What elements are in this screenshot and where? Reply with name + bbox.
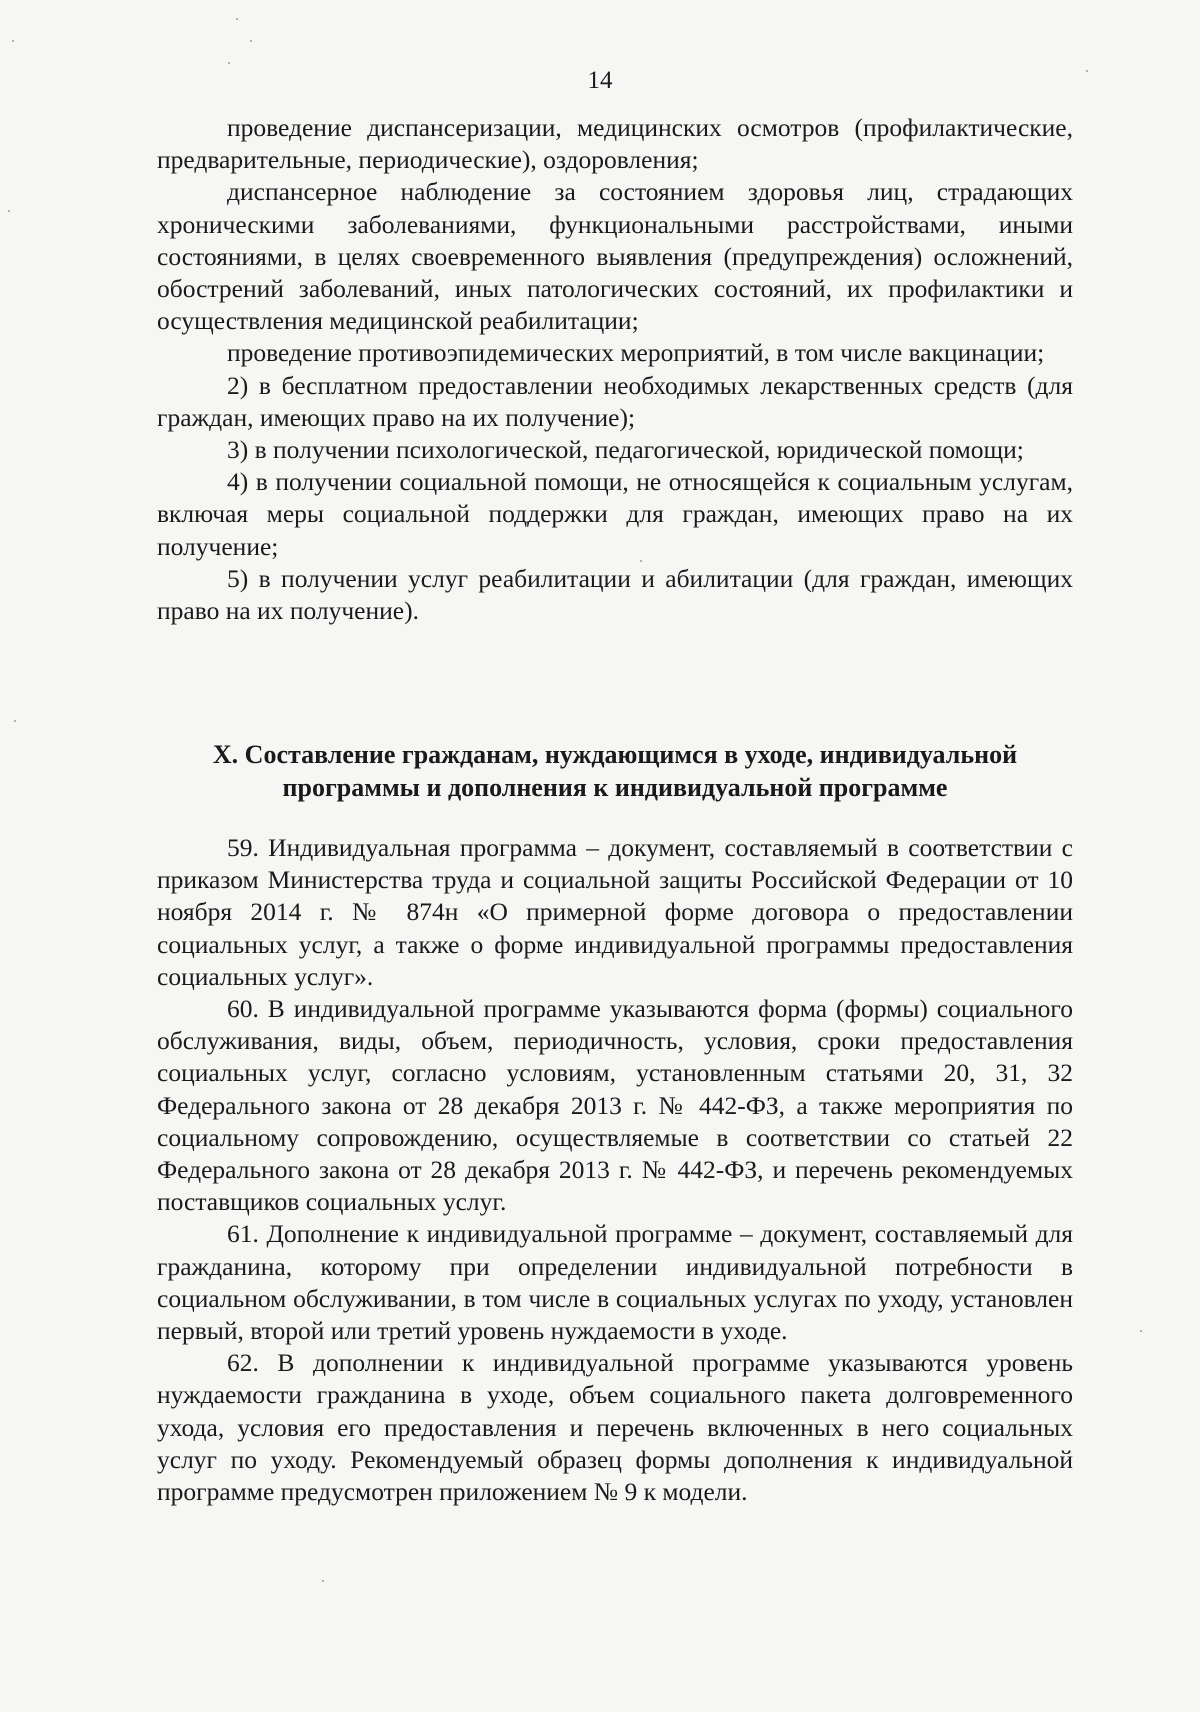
paragraph: 2) в бесплатном предоставлении необходимых лекарственных средств (для граждан, имеющих право на их получение); xyxy=(157,370,1073,432)
paragraph: 3) в получении психологической, педагогической, юридической помощи; xyxy=(227,435,1024,465)
scan-speck xyxy=(12,40,14,42)
paragraph: 62. В дополнении к индивидуальной программе указываются уровень нуждаемости гражданина в уходе, объем социального пакета долговременного ухода, условия его предоставления и перечень включенных в него социальных услуг по уходу. Рекомендуемый образец формы дополнения к индивидуальной программе предусмотрен приложением № 9 к модели. xyxy=(157,1348,1073,1507)
page-number: 14 xyxy=(587,67,613,94)
paragraph: 61. Дополнение к индивидуальной программе – документ, составляемый для гражданина, которому при определении индивидуальной потребности в социальном обслуживании, в том числе в социальных услугах по уходу, установлен первый, второй или третий уровень нуждаемости в уходе. xyxy=(157,1219,1073,1346)
scan-speck xyxy=(640,560,642,562)
section-heading-line-1: X. Составление гражданам, нуждающимся в уходе, индивидуальной xyxy=(212,740,1018,769)
scan-speck xyxy=(1086,70,1088,72)
scan-speck xyxy=(236,18,238,20)
scan-speck xyxy=(1140,1330,1142,1332)
section-heading-line-2: программы и дополнения к индивидуальной программе xyxy=(282,773,948,802)
scan-speck xyxy=(8,210,10,212)
section-heading xyxy=(157,738,1073,804)
scan-speck xyxy=(250,40,252,42)
paragraph: проведение противоэпидемических мероприятий, в том числе вакцинации; xyxy=(227,338,1045,368)
text-block-bottom xyxy=(157,832,1073,1508)
paragraph: проведение диспансеризации, медицинских осмотров (профилактические, предварительные, периодические), оздоровления; xyxy=(157,113,1073,175)
paragraph: 4) в получении социальной помощи, не относящейся к социальным услугам, включая меры социальной поддержки для граждан, имеющих право на их получение; xyxy=(157,467,1073,561)
paragraph: 5) в получении услуг реабилитации и абилитации (для граждан, имеющих право на их получение). xyxy=(157,563,1073,626)
paragraph: диспансерное наблюдение за состоянием здоровья лиц, страдающих хроническими заболеваниями, функциональными расстройствами, иными состояниями, в целях своевременного выявления (предупреждения) осложнений, обострений заболеваний, иных патологических состояний, их профилактики и осуществления медицинской реабилитации; xyxy=(157,177,1073,336)
paragraph: 59. Индивидуальная программа – документ, составляемый в соответствии с приказом Министерства труда и социальной защиты Российской Федерации от 10 ноября 2014 г. № 874н «О примерной форме договора о предоставлении социальных услуг, а также о форме индивидуальной программы предоставления социальных услуг». xyxy=(157,833,1073,991)
text-block-top xyxy=(157,112,1073,627)
paragraph: 60. В индивидуальной программе указываются форма (формы) социального обслуживания, виды, объем, периодичность, условия, сроки предоставления социальных услуг, согласно условиям, установленным статьями 20, 31, 32 Федерального закона от 28 декабря 2013 г. № 442-ФЗ, а также мероприятия по социальному сопровождению, осуществляемые в соответствии со статьей 22 Федерального закона от 28 декабря 2013 г. № 442-ФЗ, и перечень рекомендуемых поставщиков социальных услуг. xyxy=(157,994,1073,1217)
scan-speck xyxy=(228,62,230,64)
scan-speck xyxy=(322,1580,324,1582)
scan-speck xyxy=(14,720,16,722)
